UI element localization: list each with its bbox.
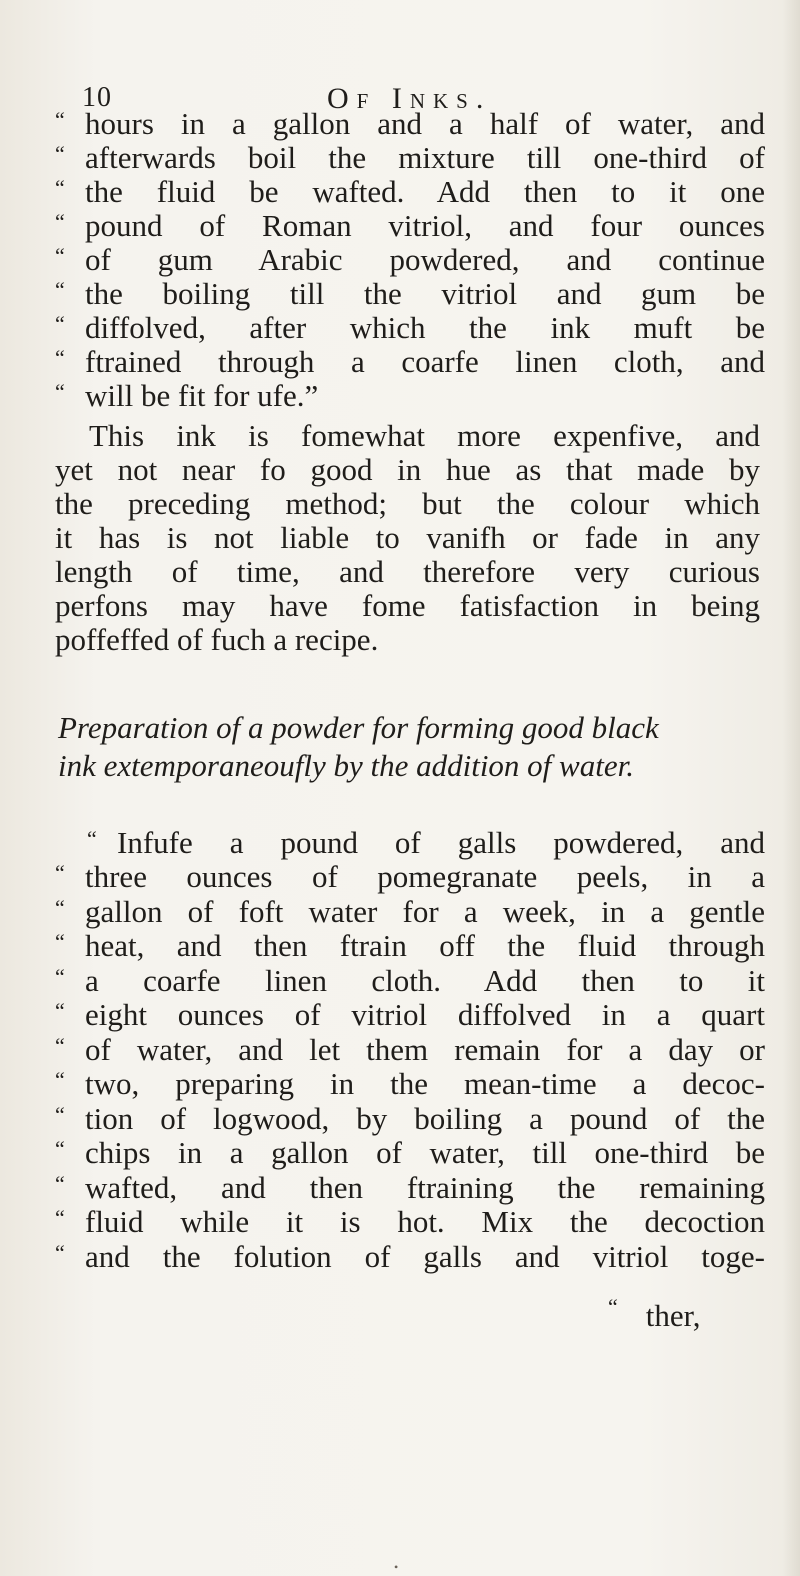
quote-mark: “ [55, 894, 65, 920]
line-text: eight ounces of vitriol diffolved in a quart [85, 997, 765, 1032]
quote-mark: “ [55, 1067, 65, 1092]
line-text: of gum Arabic powdered, and continue [85, 242, 765, 277]
quote-mark: “ [55, 243, 65, 268]
line-text: heat, and then ftrain off the fluid through [85, 928, 765, 963]
line-text: afterwards boil the mixture till one-third of [85, 140, 765, 175]
line-text: the preceding method; but the colour which [55, 486, 760, 521]
quote-mark: “ [55, 1136, 65, 1161]
line-text: three ounces of pomegranate peels, in a [85, 859, 765, 894]
line-text: the fluid be wafted. Add then to it one [85, 174, 765, 209]
catchword-line [608, 1294, 701, 1334]
line-text: it has is not liable to vanifh or fade in any [55, 520, 760, 555]
quote-mark: “ [55, 1170, 65, 1196]
quote-mark: “ [55, 1205, 65, 1230]
line-text: perfons may have fome fatisfaction in being [55, 588, 760, 623]
line-text: This ink is fomewhat more expenfive, and [89, 418, 760, 453]
line-text: yet not near fo good in hue as that made by [55, 452, 760, 487]
line-text: a coarfe linen cloth. Add then to it [85, 962, 765, 998]
running-head: Of Inks. [327, 82, 492, 115]
page-number: 10 [82, 82, 112, 113]
quote-mark: “ [55, 998, 65, 1023]
quote-mark: “ [55, 345, 65, 370]
catchword: ther, [645, 1298, 701, 1333]
text-line [55, 376, 765, 416]
quote-mark: “ [55, 277, 65, 302]
quote-mark: “ [55, 1101, 65, 1127]
line-text: chips in a gallon of water, till one-third be [85, 1135, 765, 1170]
text-line [55, 1237, 765, 1277]
quote-mark: “ [55, 1032, 65, 1058]
quote-mark: “ [55, 929, 65, 954]
line-text: the boiling till the vitriol and gum be [85, 276, 765, 311]
line-text: Infufe a pound of galls powdered, and [117, 825, 765, 860]
line-text: diffolved, after which the ink muft be [85, 310, 765, 345]
quote-mark: “ [55, 963, 65, 989]
line-text: two, preparing in the mean-time a decoc- [85, 1066, 765, 1101]
line-text: of water, and let them remain for a day or [85, 1031, 765, 1067]
line-text: poffeffed of fuch a recipe. [55, 622, 379, 657]
heading-line: Preparation of a powder for forming good black [58, 710, 659, 745]
line-text: fluid while it is hot. Mix the decoction [85, 1204, 765, 1239]
page-speck: • [394, 1560, 399, 1574]
line-text: hours in a gallon and a half of water, and [85, 106, 765, 141]
line-text: tion of logwood, by boiling a pound of the [85, 1100, 765, 1136]
quote-mark: “ [87, 826, 97, 851]
heading-line: ink extemporaneoufly by the addition of water. [58, 748, 634, 783]
line-text: wafted, and then ftraining the remaining [85, 1169, 765, 1205]
line-text: will be fit for ufe.” [85, 378, 319, 413]
text-line [55, 620, 765, 660]
line-text: and the folution of galls and vitriol toge- [85, 1238, 765, 1274]
page-edge-shadow [782, 0, 800, 1576]
quote-mark: “ [55, 311, 65, 336]
line-text: pound of Roman vitriol, and four ounces [85, 208, 765, 243]
line-text: length of time, and therefore very curious [55, 554, 760, 589]
quote-mark: “ [55, 860, 65, 885]
quote-mark: “ [55, 209, 65, 234]
quote-mark: “ [55, 141, 65, 166]
quote-mark: “ [55, 379, 65, 404]
quote-mark: “ [55, 175, 65, 200]
quote-mark: “ [608, 1294, 618, 1319]
quote-mark: “ [55, 107, 65, 132]
line-text: gallon of foft water for a week, in a gentle [85, 893, 765, 929]
line-text: ftrained through a coarfe linen cloth, and [85, 344, 765, 379]
quote-mark: “ [55, 1239, 65, 1265]
